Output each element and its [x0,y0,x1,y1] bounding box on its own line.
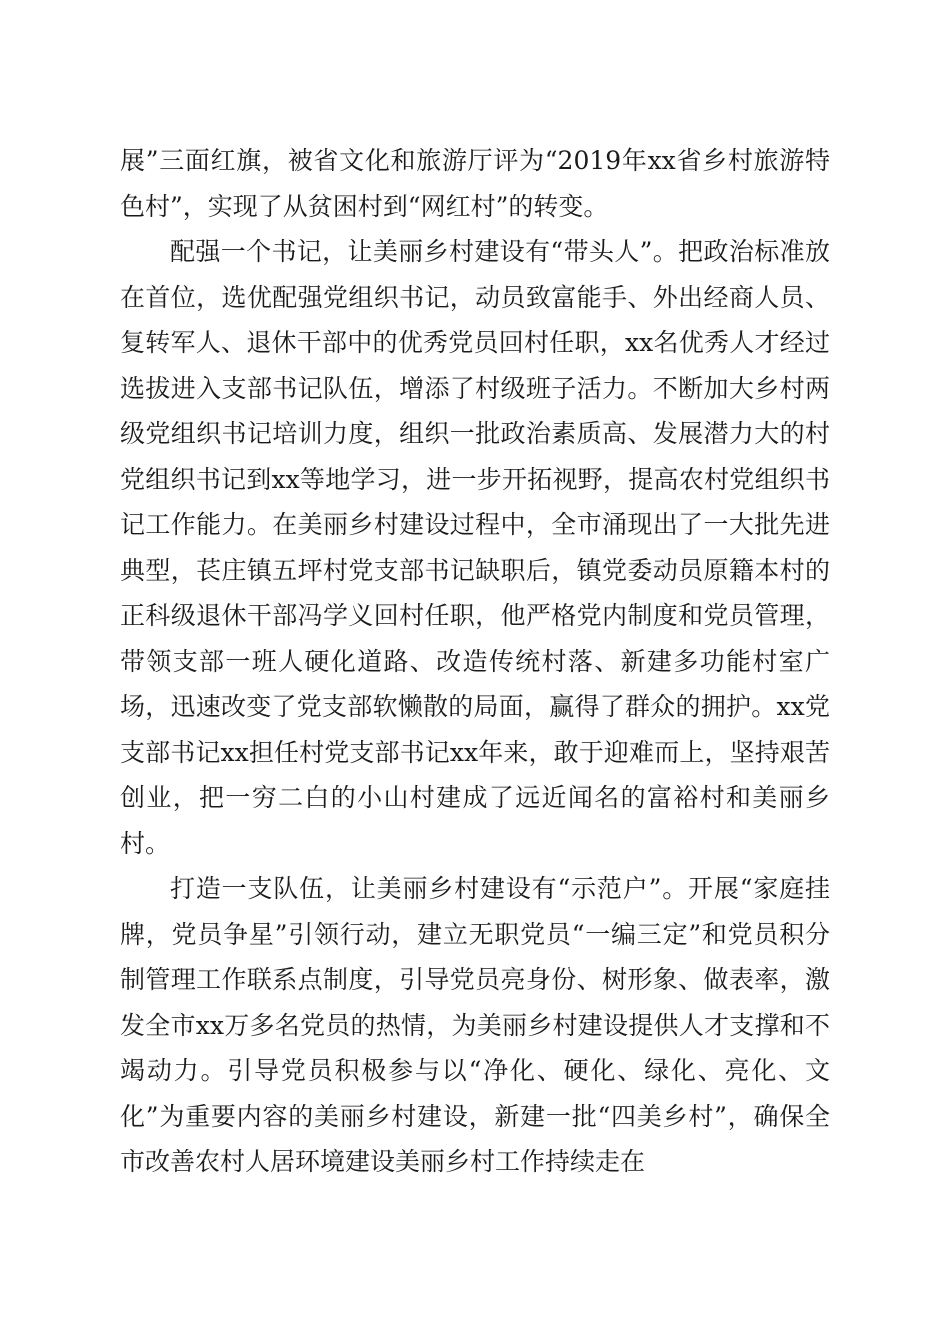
paragraph-1: 展”三面红旗，被省文化和旅游厅评为“2019年xx省乡村旅游特色村”，实现了从贫困村到“网红村”的转变。 [120,146,830,221]
paragraph-2: 配强一个书记，让美丽乡村建设有“带头人”。把政治标准放在首位，选优配强党组织书记，动员致富能手、外出经商人员、复转军人、退休干部中的优秀党员回村任职，xx名优秀人才经过选拔进入支部书记队伍，增添了村级班子活力。不断加大乡村两级党组织书记培训力度，组织一批政治素质高、发展潜力大的村党组织书记到xx等地学习，进一步开拓视野，提高农村党组织书记工作能力。在美丽乡村建设过程中，全市涌现出了一大批先进典型，苌庄镇五坪村党支部书记缺职后，镇党委动员原籍本村的正科级退休干部冯学义回村任职，他严格党内制度和党员管理，带领支部一班人硬化道路、改造传统村落、新建多功能村室广场，迅速改变了党支部软懒散的局面，赢得了群众的拥护。xx党支部书记xx担任村党支部书记xx年来，敢于迎难而上，坚持艰苦创业，把一穷二白的小山村建成了远近闻名的富裕村和美丽乡村。 [120,237,830,858]
document-body [120,138,830,1185]
paragraph-3: 打造一支队伍，让美丽乡村建设有“示范户”。开展“家庭挂牌，党员争星”引领行动，建立无职党员“一编三定”和党员积分制管理工作联系点制度，引导党员亮身份、树形象、做表率，激发全市xx万多名党员的热情，为美丽乡村建设提供人才支撑和不竭动力。引导党员积极参与以“净化、硬化、绿化、亮化、文化”为重要内容的美丽乡村建设，新建一批“四美乡村”，确保全市改善农村人居环境建设美丽乡村工作持续走在 [120,874,830,1176]
